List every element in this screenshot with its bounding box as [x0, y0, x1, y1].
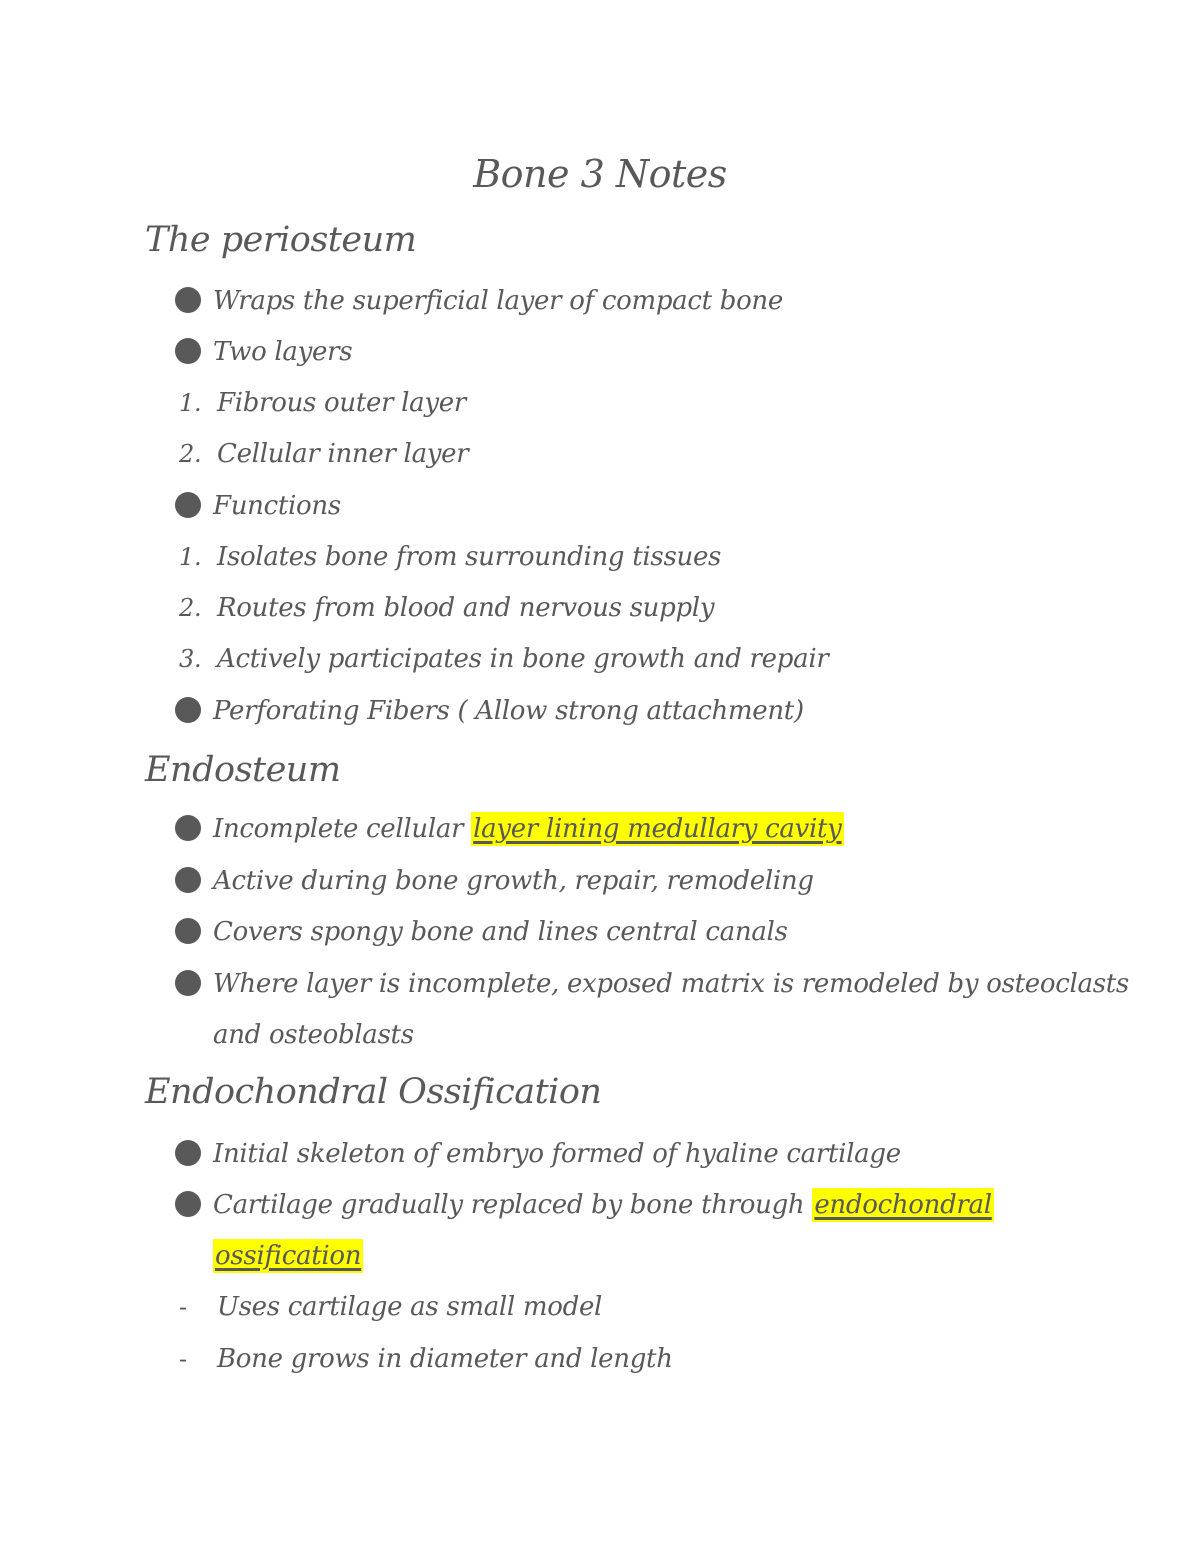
item-continuation: and osteoblasts: [213, 1020, 414, 1050]
list-number: 1.: [179, 543, 202, 571]
list-item: [175, 537, 721, 577]
list-item: [175, 383, 466, 423]
section-heading-endochondral-ossification: Endochondral Ossification: [145, 1072, 602, 1112]
list-item: [175, 434, 468, 474]
item-continuation: [213, 1236, 363, 1276]
item-text: Two layers: [213, 337, 353, 367]
list-item: [175, 1134, 901, 1174]
list-item: [175, 861, 814, 901]
list-item: [175, 1339, 673, 1379]
list-item: [175, 809, 844, 849]
bullet-icon: [175, 964, 213, 1004]
item-text: Fibrous outer layer: [217, 388, 466, 418]
item-text: Active during bone growth, repair, remodeling: [213, 866, 814, 896]
list-dash: -: [179, 1345, 187, 1373]
bullet-icon: [175, 1134, 213, 1174]
item-text: Routes from blood and nervous supply: [217, 593, 715, 623]
bullet-icon: [175, 281, 213, 321]
item-text: Cartilage gradually replaced by bone through: [213, 1190, 813, 1220]
item-text: Bone grows in diameter and length: [217, 1344, 673, 1374]
bullet-icon: [175, 912, 213, 952]
item-text: Initial skeleton of embryo formed of hyaline cartilage: [213, 1139, 901, 1169]
bullet-icon: [175, 691, 213, 731]
item-text: Actively participates in bone growth and repair: [217, 644, 829, 674]
list-number: 2.: [179, 594, 202, 622]
page-title: Bone 3 Notes: [473, 152, 727, 196]
bullet-icon: [175, 332, 213, 372]
list-item: [175, 332, 352, 372]
bullet-icon: [175, 486, 213, 526]
highlighted-text: ossification: [215, 1241, 362, 1271]
list-number: 3.: [179, 645, 202, 673]
list-item: [175, 639, 828, 679]
list-item: [175, 912, 788, 952]
item-text: Incomplete cellular: [213, 814, 472, 844]
item-text: Where layer is incomplete, exposed matrix is remodeled by osteoclasts: [213, 969, 1129, 999]
highlighted-text: endochondral: [814, 1190, 992, 1220]
list-item: [175, 1185, 994, 1225]
item-text: Perforating Fibers ( Allow strong attachment): [213, 696, 804, 726]
list-number: 1.: [179, 389, 202, 417]
bullet-icon: [175, 809, 213, 849]
list-item: [175, 691, 804, 731]
item-text: Isolates bone from surrounding tissues: [217, 542, 722, 572]
section-heading-periosteum: The periosteum: [145, 220, 417, 260]
item-text: Functions: [213, 491, 341, 521]
section-heading-endosteum: Endosteum: [145, 750, 341, 790]
item-text: Cellular inner layer: [217, 439, 469, 469]
list-item: [175, 486, 341, 526]
item-text: Uses cartilage as small model: [217, 1292, 603, 1322]
list-dash: -: [179, 1293, 187, 1321]
list-number: 2.: [179, 440, 202, 468]
list-item: [175, 964, 1129, 1004]
bullet-icon: [175, 1185, 213, 1225]
item-text: Covers spongy bone and lines central canals: [213, 917, 788, 947]
bullet-icon: [175, 861, 213, 901]
item-text: Wraps the superficial layer of compact bone: [213, 286, 783, 316]
list-item: [175, 1287, 602, 1327]
highlighted-text: layer lining medullary cavity: [473, 814, 842, 844]
list-item: [175, 281, 783, 321]
list-item: [175, 588, 714, 628]
